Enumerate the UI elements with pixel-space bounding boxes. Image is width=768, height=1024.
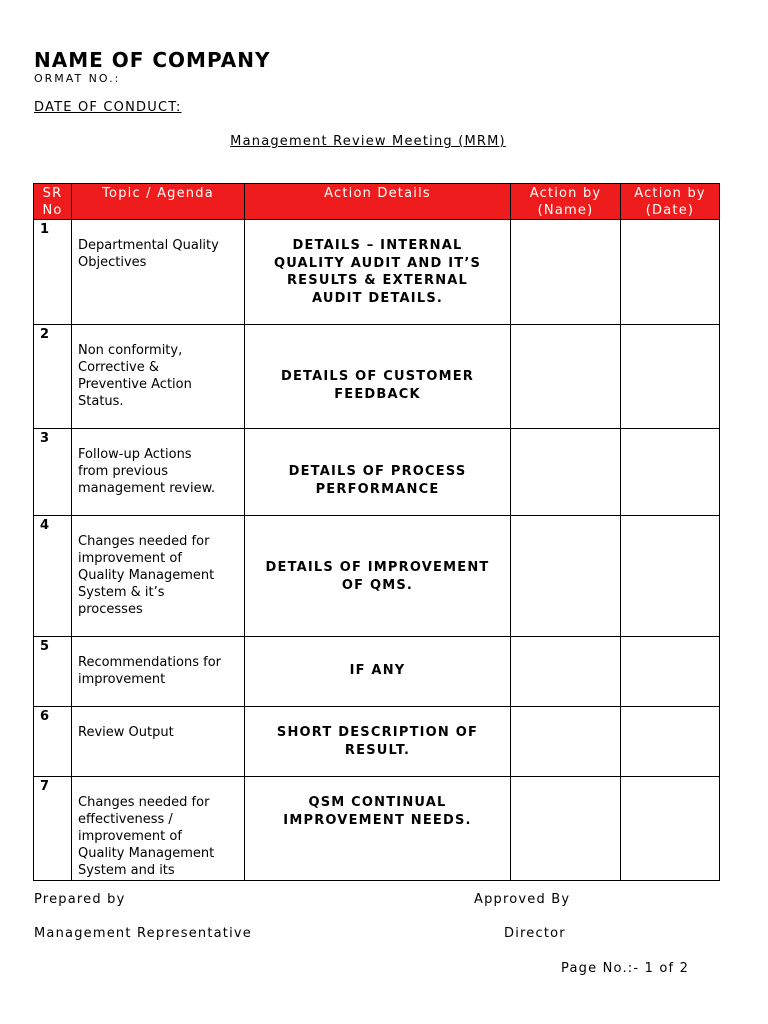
topic-line: Follow-up Actions (78, 447, 192, 462)
company-name: NAME OF COMPANY (34, 48, 271, 72)
topic-line: improvement of (78, 551, 182, 566)
action-by-name-cell (511, 325, 621, 429)
topic-line: Non conformity, (78, 343, 183, 358)
details-line: DETAILS OF PROCESS (288, 464, 467, 479)
topic-line: effectiveness / (78, 812, 173, 827)
details-line: OF QMS. (341, 577, 414, 593)
column-header-topic (72, 184, 245, 220)
topic-line: Recommendations for (78, 655, 222, 670)
action-details-cell (245, 429, 511, 516)
topic-line: Departmental Quality (78, 238, 219, 253)
column-header-action-details-label: Action Details (324, 186, 431, 201)
action-by-name-cell (511, 707, 621, 777)
column-header-sr-no (34, 184, 72, 220)
document-title: Management Review Meeting (MRM) (230, 134, 506, 149)
action-by-name-cell (511, 777, 621, 881)
topic-line: Changes needed for (78, 534, 210, 549)
details-line: RESULTS & EXTERNAL (286, 273, 469, 288)
action-details-cell (245, 637, 511, 707)
details-line: QSM CONTINUAL (308, 795, 447, 810)
details-line: FEEDBACK (334, 386, 421, 402)
sr-number-cell: 1 (34, 220, 72, 325)
details-line: IMPROVEMENT NEEDS. (283, 812, 472, 828)
topic-line: Preventive Action (78, 377, 192, 392)
topic-line: Review Output (78, 725, 174, 740)
details-line: RESULT. (344, 742, 411, 758)
topic-line: improvement of (78, 829, 182, 844)
column-header-sr-line2: No (42, 203, 63, 218)
topic-cell (72, 325, 245, 429)
details-line: DETAILS OF CUSTOMER (280, 369, 475, 384)
topic-line: Changes needed for (78, 795, 210, 810)
topic-line: Quality Management (78, 846, 215, 861)
action-details-cell (245, 516, 511, 637)
sr-number-cell: 2 (34, 325, 72, 429)
column-header-action-by-name-line2: (Name) (537, 203, 594, 218)
topic-cell (72, 637, 245, 707)
table-row (34, 220, 720, 325)
sr-number-cell: 6 (34, 707, 72, 777)
column-header-action-by-date-line2: (Date) (645, 203, 695, 218)
topic-line: Objectives (78, 255, 147, 270)
topic-cell (72, 777, 245, 881)
action-by-date-cell (621, 220, 720, 325)
topic-line: System and its (78, 863, 175, 878)
topic-line: Status. (78, 394, 124, 409)
action-details-cell (245, 707, 511, 777)
action-by-name-cell (511, 516, 621, 637)
table-header-row (34, 184, 720, 220)
action-by-name-cell (511, 637, 621, 707)
sr-number-cell: 7 (34, 777, 72, 881)
table-row (34, 777, 720, 881)
action-by-date-cell (621, 707, 720, 777)
table-row (34, 637, 720, 707)
action-details-cell (245, 220, 511, 325)
action-by-date-cell (621, 637, 720, 707)
page-number: Page No.:- 1 of 2 (561, 961, 690, 976)
details-line: AUDIT DETAILS. (311, 290, 444, 306)
format-number-label: ORMAT NO.: (34, 72, 121, 85)
topic-line: Quality Management (78, 568, 215, 583)
column-header-action-by-name (511, 184, 621, 220)
column-header-sr-line1: SR (42, 186, 63, 201)
table-row (34, 516, 720, 637)
management-representative-label: Management Representative (34, 926, 252, 941)
table-row (34, 325, 720, 429)
approved-by-label: Approved By (474, 892, 571, 907)
prepared-by-label: Prepared by (34, 892, 126, 907)
topic-cell (72, 707, 245, 777)
column-header-action-by-date-line1: Action by (634, 186, 706, 201)
action-by-date-cell (621, 777, 720, 881)
sr-number-cell: 4 (34, 516, 72, 637)
director-label: Director (504, 926, 566, 941)
action-details-cell (245, 777, 511, 881)
table-row (34, 429, 720, 516)
action-by-name-cell (511, 429, 621, 516)
details-line: IF ANY (349, 663, 406, 678)
action-by-date-cell (621, 325, 720, 429)
details-line: SHORT DESCRIPTION OF (276, 725, 479, 740)
topic-line: management review. (78, 481, 216, 496)
topic-line: improvement (78, 672, 166, 687)
action-by-date-cell (621, 429, 720, 516)
details-line: PERFORMANCE (315, 481, 440, 497)
sr-number-cell: 3 (34, 429, 72, 516)
details-line: QUALITY AUDIT AND IT’S (273, 255, 482, 271)
mrm-table (33, 183, 720, 881)
topic-line: Corrective & (78, 360, 160, 375)
topic-cell (72, 516, 245, 637)
action-by-date-cell (621, 516, 720, 637)
action-details-cell (245, 325, 511, 429)
topic-cell (72, 429, 245, 516)
action-by-name-cell (511, 220, 621, 325)
column-header-action-details (245, 184, 511, 220)
column-header-action-by-name-line1: Action by (529, 186, 602, 201)
topic-line: processes (78, 602, 143, 617)
details-line: DETAILS OF IMPROVEMENT (265, 560, 490, 575)
table-row (34, 707, 720, 777)
column-header-topic-label: Topic / Agenda (102, 186, 214, 201)
column-header-action-by-date (621, 184, 720, 220)
details-line: DETAILS – INTERNAL (292, 238, 463, 253)
sr-number-cell: 5 (34, 637, 72, 707)
date-of-conduct-label: DATE OF CONDUCT: (34, 100, 182, 115)
topic-cell (72, 220, 245, 325)
topic-line: from previous (78, 464, 168, 479)
topic-line: System & it’s (78, 585, 165, 600)
